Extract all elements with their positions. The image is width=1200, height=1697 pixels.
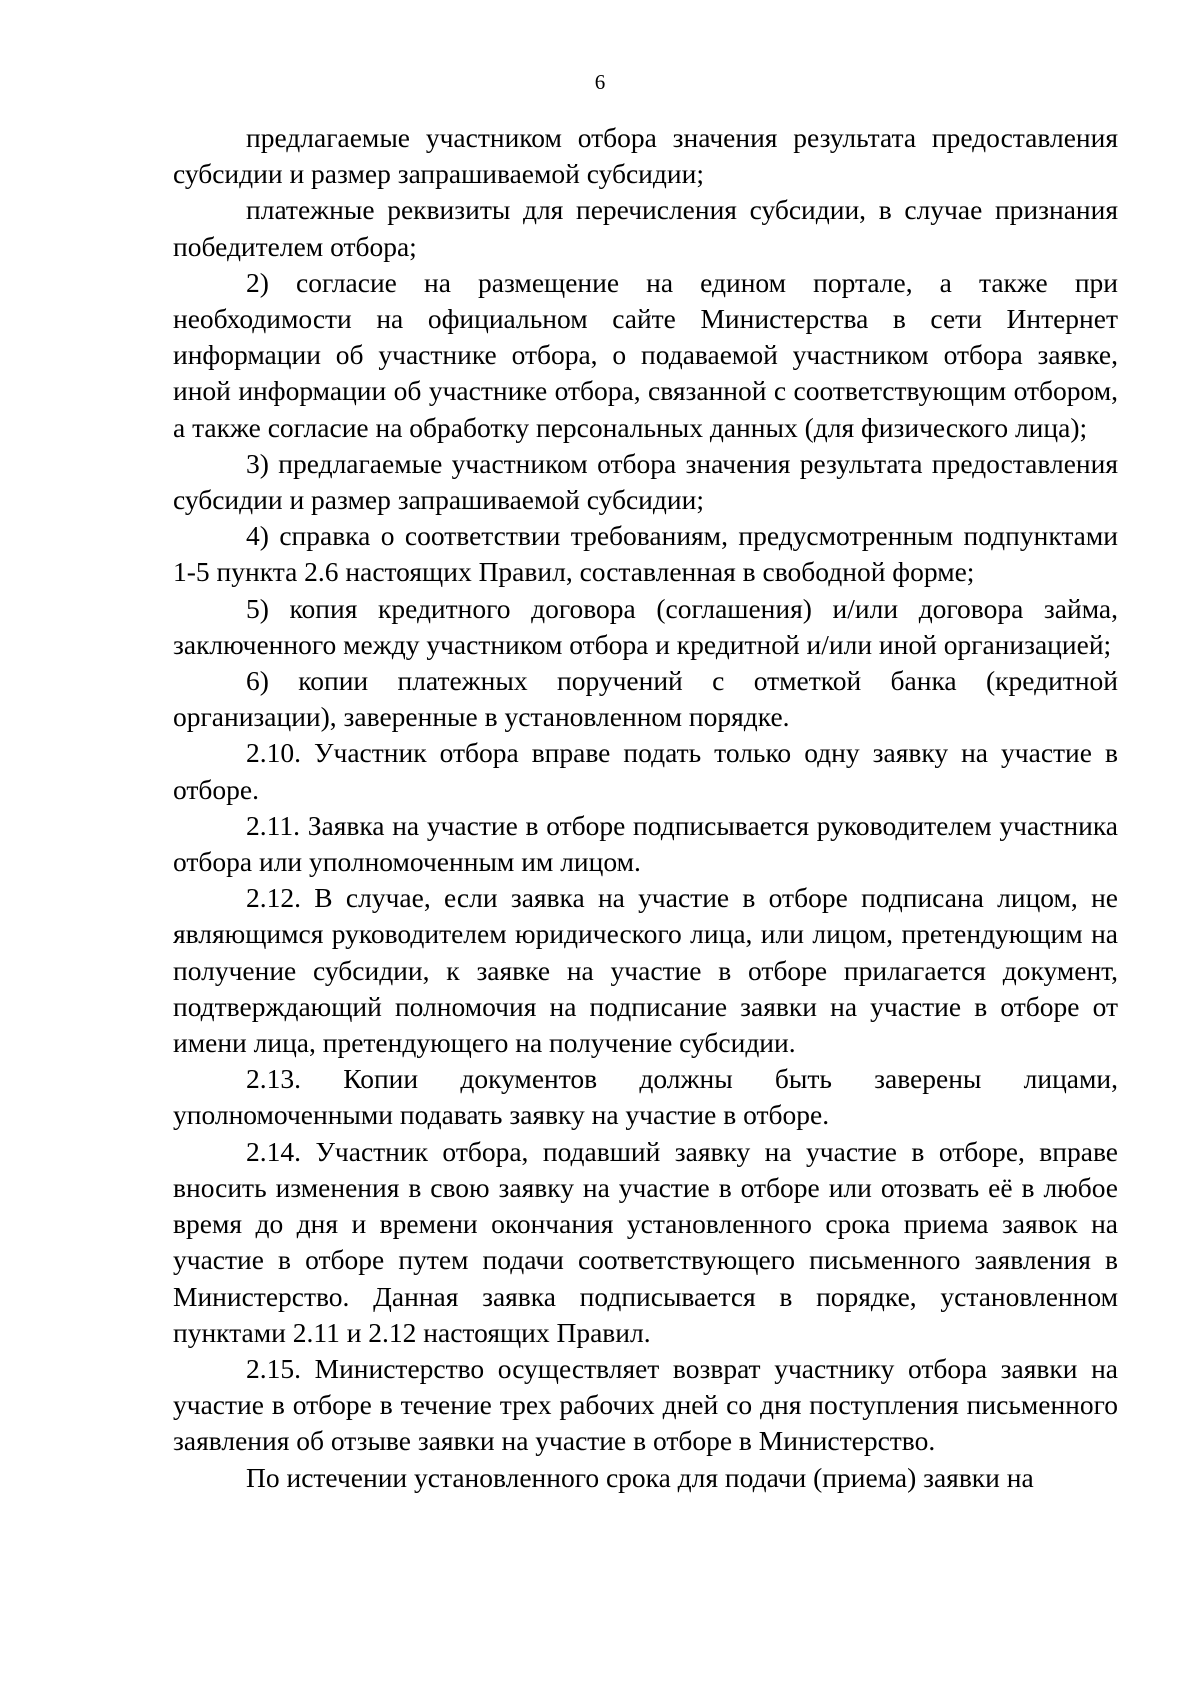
paragraph-2-14: 2.14. Участник отбора, подавший заявку на участие в отборе, вправе вносить изменения в свою заявку на участие в отборе или отозвать её в любое время до дня и времени окончания установленного срока приема заявок на участие в отборе путем подачи соответствующего письменного заявления в Министерство. Данная заявка подписывается в порядке, установленном пунктами 2.11 и 2.12 настоящих Правил. xyxy=(173,1135,1118,1348)
paragraph-item-5-loan-agreement: 5) копия кредитного договора (соглашения) и/или договора займа, заключенного между участником отбора и кредитной и/или иной организацией; xyxy=(173,592,1118,660)
paragraph-item-4-certificate: 4) справка о соответствии требованиям, предусмотренным подпунктами 1-5 пункта 2.6 настоящих Правил, составленная в свободной форме; xyxy=(173,520,1118,588)
paragraph-result-values: предлагаемые участником отбора значения результата предоставления субсидии и размер запрашиваемой субсидии; xyxy=(173,122,1118,190)
paragraph-item-6-payment-orders: 6) копии платежных поручений с отметкой банка (кредитной организации), заверенные в установленном порядке. xyxy=(173,665,1118,733)
paragraph-item-2-consent: 2) согласие на размещение на едином портале, а также при необходимости на официальном сайте Министерства в сети Интернет информации об участнике отбора, о подаваемой участником отбора заявке, иной информации об участнике отбора, связанной с соответствующим отбором, а также согласие на обработку персональных данных (для физического лица); xyxy=(173,266,1118,443)
paragraph-payment-details: платежные реквизиты для перечисления субсидии, в случае признания победителем отбора; xyxy=(173,194,1118,262)
paragraph-2-13: 2.13. Копии документов должны быть заверены лицами, уполномоченными подавать заявку на участие в отборе. xyxy=(173,1063,1118,1131)
paragraph-2-12: 2.12. В случае, если заявка на участие в отборе подписана лицом, не являющимся руководителем юридического лица, или лицом, претендующим на получение субсидии, к заявке на участие в отборе прилагается документ, подтверждающий полномочия на подписание заявки на участие в отборе от имени лица, претендующего на получение субсидии. xyxy=(173,882,1118,1059)
page-number: 6 xyxy=(594,70,606,94)
paragraph-2-11: 2.11. Заявка на участие в отборе подписывается руководителем участника отбора или уполномоченным им лицом. xyxy=(173,809,1118,878)
paragraph-deadline-expiry: По истечении установленного срока для подачи (приема) заявки на xyxy=(246,1461,1034,1493)
document-body xyxy=(173,120,1118,1496)
paragraph-2-10: 2.10. Участник отбора вправе подать только одну заявку на участие в отборе. xyxy=(173,737,1118,805)
paragraph-2-15: 2.15. Министерство осуществляет возврат участнику отбора заявки на участие в отборе в течение трех рабочих дней со дня поступления письменного заявления об отзыве заявки на участие в отборе в Министерство. xyxy=(173,1352,1118,1457)
paragraph-item-3-proposed-values: 3) предлагаемые участником отбора значения результата предоставления субсидии и размер запрашиваемой субсидии; xyxy=(173,447,1118,516)
